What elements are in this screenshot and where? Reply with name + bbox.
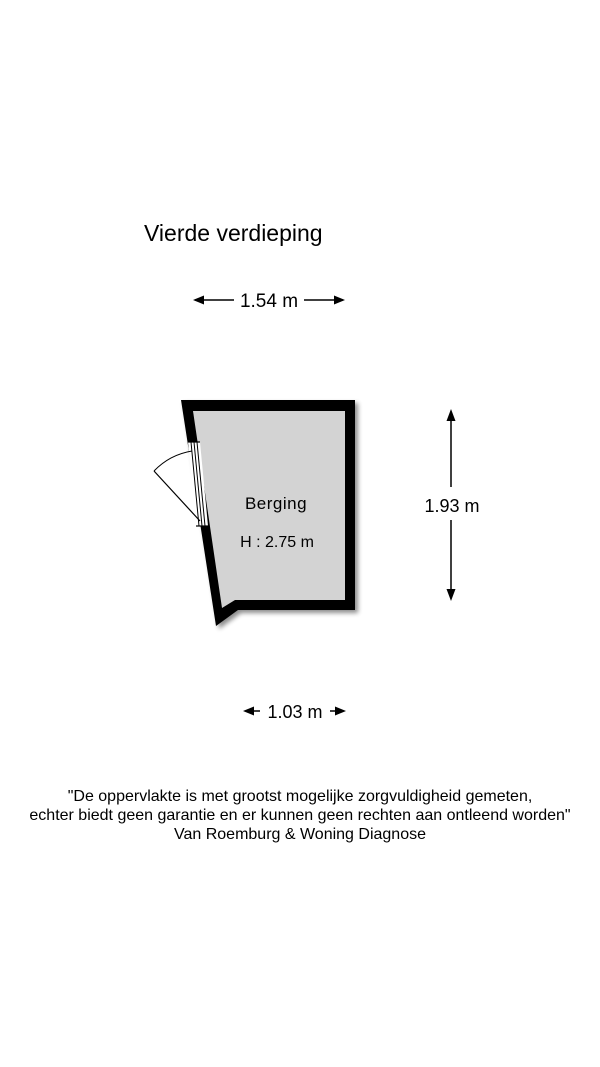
dimension-top-width [193,291,345,312]
door [154,442,208,526]
disclaimer-line-2: echter biedt geen garantie en er kunnen geen rechten aan ontleend worden" [29,807,571,824]
room-berging [181,400,355,626]
door-swing-arc [154,451,192,471]
disclaimer [0,787,600,844]
dimension-top-width-label: 1.54 m [239,291,299,312]
dimension-bottom-width [243,702,346,722]
dimension-depth [424,409,479,601]
room-height: H : 2.75 m [240,534,314,551]
disclaimer-line-1: "De oppervlakte is met grootst mogelijke zorgvuldigheid gemeten, [67,788,533,805]
room-name: Berging [244,494,308,513]
dimension-depth-label: 1.93 m [424,496,480,516]
floor-title: Vierde verdieping [144,220,323,246]
dimension-bottom-width-label: 1.03 m [267,702,323,722]
disclaimer-line-3: Van Roemburg & Woning Diagnose [174,826,426,843]
